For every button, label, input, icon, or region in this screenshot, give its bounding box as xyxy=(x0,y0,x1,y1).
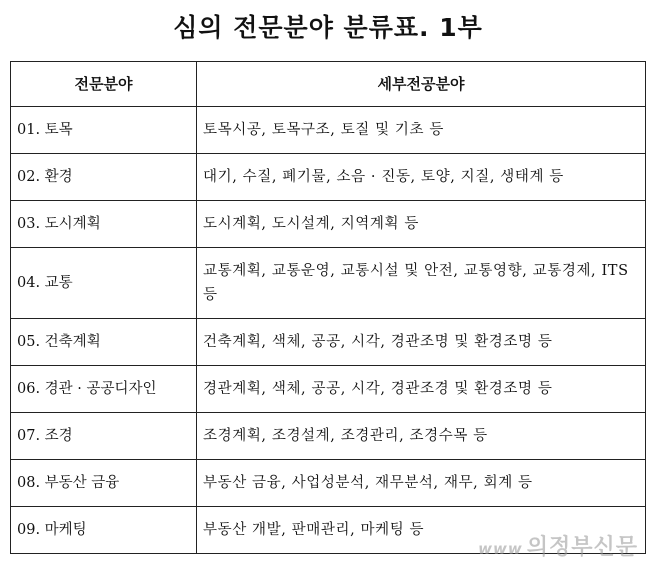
table-row xyxy=(11,248,646,319)
field-cell: 03. 도시계획 xyxy=(11,201,197,248)
table-row xyxy=(11,319,646,366)
detail-cell: 도시계획, 도시설계, 지역계획 등 xyxy=(197,201,646,248)
table-row xyxy=(11,366,646,413)
detail-cell: 부동산 개발, 판매관리, 마케팅 등 xyxy=(197,507,646,554)
detail-cell: 건축계획, 색체, 공공, 시각, 경관조명 및 환경조명 등 xyxy=(197,319,646,366)
detail-cell: 경관계획, 색체, 공공, 시각, 경관조경 및 환경조명 등 xyxy=(197,366,646,413)
field-cell: 04. 교통 xyxy=(11,248,197,319)
detail-cell: 교통계획, 교통운영, 교통시설 및 안전, 교통영향, 교통경제, ITS 등 xyxy=(197,248,646,319)
table-row xyxy=(11,154,646,201)
field-cell: 02. 환경 xyxy=(11,154,197,201)
watermark xyxy=(478,530,638,561)
table-row xyxy=(11,413,646,460)
field-cell: 07. 조경 xyxy=(11,413,197,460)
table-row xyxy=(11,201,646,248)
table-header-row xyxy=(11,62,646,107)
detail-cell: 부동산 금융, 사업성분석, 재무분석, 재무, 회계 등 xyxy=(197,460,646,507)
watermark-text: 의정부신문 xyxy=(526,535,638,560)
field-cell: 01. 토목 xyxy=(11,107,197,154)
detail-cell: 대기, 수질, 폐기물, 소음 · 진동, 토양, 지질, 생태계 등 xyxy=(197,154,646,201)
field-cell: 08. 부동산 금융 xyxy=(11,460,197,507)
field-cell: 06. 경관 · 공공디자인 xyxy=(11,366,197,413)
field-cell: 05. 건축계획 xyxy=(11,319,197,366)
classification-table xyxy=(10,61,646,554)
field-cell: 09. 마케팅 xyxy=(11,507,197,554)
watermark-prefix: www xyxy=(478,540,523,558)
header-field: 전문분야 xyxy=(11,62,197,107)
table-row xyxy=(11,107,646,154)
detail-cell: 조경계획, 조경설계, 조경관리, 조경수목 등 xyxy=(197,413,646,460)
page-title: 심의 전문분야 분류표. 1부 xyxy=(173,13,483,42)
header-detail: 세부전공분야 xyxy=(197,62,646,107)
table-row xyxy=(11,460,646,507)
detail-cell: 토목시공, 토목구조, 토질 및 기초 등 xyxy=(197,107,646,154)
